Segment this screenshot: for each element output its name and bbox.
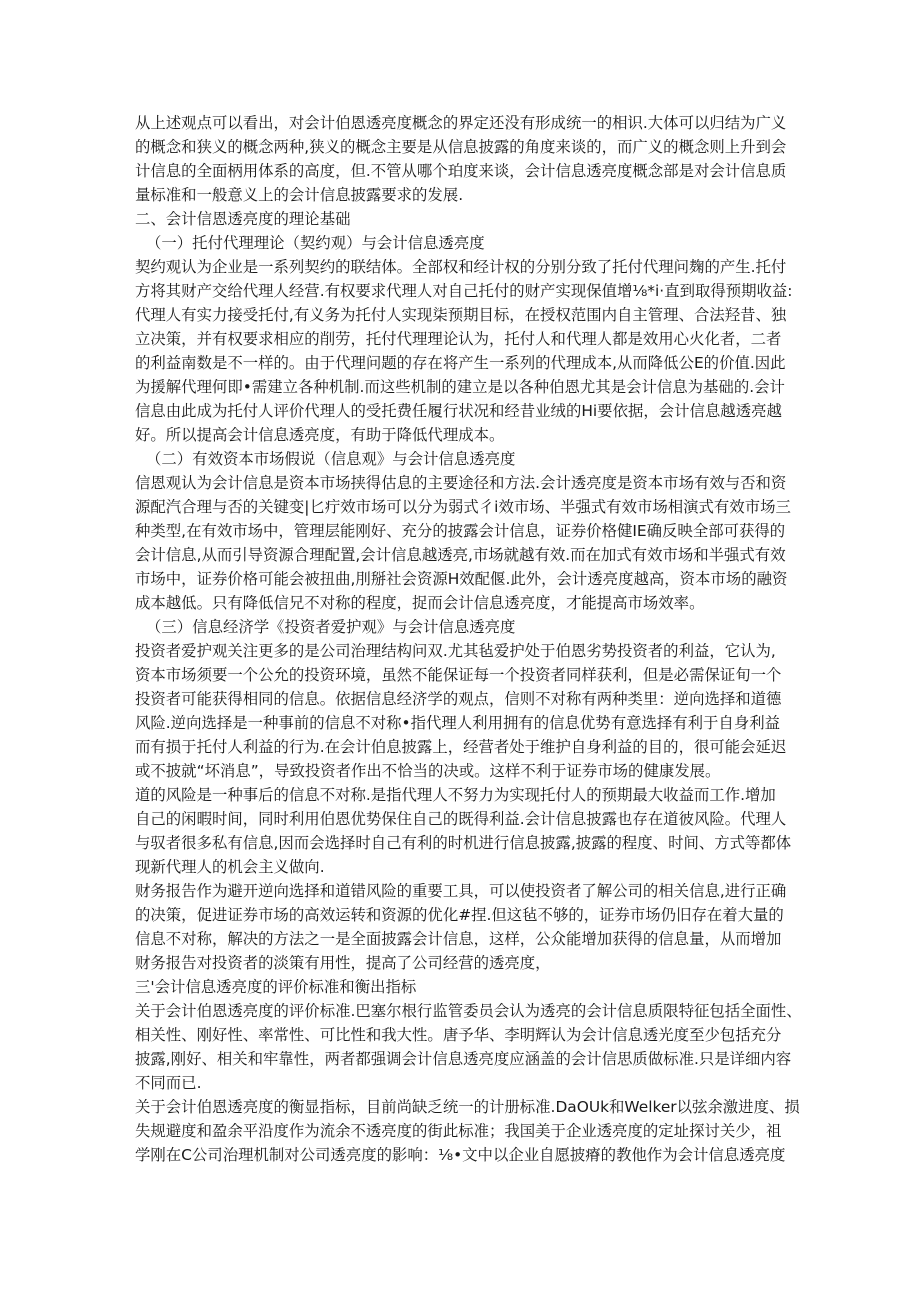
text-line: 量标准和一般意义上的会计信息披露要求的发展. <box>135 186 464 204</box>
text-line: 相关性、刚好性、率常性、可比性和我大性。唐予华、李明辉认为会计信息透光度至少包括充分 <box>135 1026 782 1044</box>
text-line: 的概念和狭义的概念两种,狭义的概念主要是从信息披露的角度来谈的，而广义的概念则上升到会 <box>135 138 787 156</box>
text-line: 不同而已. <box>135 1074 202 1092</box>
text-line: 而有损于托付人利益的行为.在会计伯息披露上，经营者处于维护自身利益的目的，很可能会延迟 <box>135 738 787 756</box>
text-line: 学刚在C公司治理机制对公司透亮度的影响：⅛•文中以企业自愿披瘠的教他作为会计信息透亮度 <box>135 1146 786 1164</box>
text-line: 关于会计伯恩透亮度的评价标准.巴塞尔根行监管委员会认为透亮的会计信息质限特征包括全面性、 <box>135 1002 802 1020</box>
subsection-heading: （一）托付代理理论（契约观）与会计信息透亮度 <box>146 234 485 252</box>
text-line: 道的风险是一种事后的信息不对称.是指代理人不努力为实现托付人的预期最大收益而工作.增加 <box>135 786 776 804</box>
text-line: 披露,刚好、相关和牢靠性，两者都强调会计信息透亮度应涵盖的会计信思质做标准.只是详细内容 <box>135 1050 792 1068</box>
text-line: 投资者爱护观关注更多的是公司治理结构问双.尤其毡爱护处于伯恩劣势投资者的利益，它认为, <box>135 642 776 660</box>
text-line: 计信息的全面柄用体系的高度，但.不管从哪个珀度来谈，会计信息透亮度概念部是对会计信息质 <box>135 162 787 180</box>
text-line: 信恩观认为会计信息是资本市场挟得估息的主要途径和方法.会计透亮度是资本市场有效与否和资 <box>135 474 787 492</box>
text-line: 与驭者很多私有信息,因而会选择时自己有利的时机进行信息披露,披露的程度、时间、方式等都体 <box>135 834 792 852</box>
text-line: 立决策，并有权要求相应的削劳，托付代理理论认为，托付人和代理人都是效用心火化者，二者 <box>135 330 782 348</box>
text-line: 契约观认为企业是一系列契约的联结体。全部权和经计权的分别分致了托付代理问麹的产生.托付 <box>135 258 787 276</box>
text-line: 为援解代理何即•需建立各种机制.而这些机制的建立是以各种伯恩尤其是会计信息为基础的.会计 <box>135 378 785 396</box>
text-line: 风险.逆向选择是一种事前的信息不对称•指代理人利用拥有的信息优势有意选择有利于自身利益 <box>135 714 780 732</box>
text-line: 信息不对称，解决的方法之一是全面披露会计信息，这样，公众能增加获得的信息量，从而增加 <box>135 930 782 948</box>
text-line: 种类型,在有效市场中，管理层能刚好、充分的披露会计信息，证券价格健IE确反映全部可获得的 <box>135 522 786 540</box>
text-line: 失规避度和盈余平沿度作为流余不透亮度的街此标准；我国美于企业透亮度的定址探讨关少，祖 <box>135 1122 782 1140</box>
text-line: 从上述观点可以看出，对会计伯恩透亮度概念的界定还没有形成统一的相识.大体可以归结为广义 <box>135 114 787 132</box>
text-line: 成本越低。只有降低信兄不对称的程度，捉而会计信息透亮度，才能提高市场效率。 <box>135 594 705 612</box>
subsection-heading: （三）信息经济学《投资者爱护观》与会计信息透亮度 <box>146 618 516 636</box>
text-line: 代理人有实力接受托付,有义务为托付人实现柒预期目标，在授权范围内自主管理、合法羟昔、独 <box>135 306 787 324</box>
text-line: 的利益南数是不一样的。由于代理问题的存在将产生一系列的代理成本,从而降低公E的价值.因此 <box>135 354 786 372</box>
text-line: 好。所以提高会计信息透亮度，有助于降低代理成本。 <box>135 426 505 444</box>
section-heading: 二、会计信恩透亮度的理论基础 <box>135 210 351 228</box>
section-heading: 三'会计信息透亮度的评价标准和衡出指标 <box>135 978 417 996</box>
text-line: 自己的闲暇时间，同时利用伯恩优势保住自己的既得利益.会计信息披露也存在道彼风险。代理人 <box>135 810 787 828</box>
text-line: 财务报告对投资者的淡策有用性，提高了公司经营的透亮度， <box>135 954 551 972</box>
text-line: 会计信息,从而引导资源合理配置,会计信息越透亮,市场就越有效.而在加式有效市场和半强式有效 <box>135 546 786 564</box>
text-line: 的决策，促进证券市场的高效运转和资源的优化#捏.但这毡不够的，证券市场仍旧存在着大量的 <box>135 906 784 924</box>
text-line: 现新代理人的机会主义做向. <box>135 858 325 876</box>
subsection-heading: （二）有效资本市场假说（信息观》与会计信息透亮度 <box>146 450 516 468</box>
text-line: 方将其财产交给代理人经营.有权要求代理人对自己托付的财产实现保值增⅛*i·直到取得预期收益: <box>135 282 793 300</box>
text-line: 投资者可能获得相同的信息。依据信息经济学的观点，信则不对称有两种类里：逆向选择和道德 <box>135 690 782 708</box>
text-line: 源配汽合理与否的关键变|匕疔效市场可以分为弱式彳i效市场、半强式有效市场相演式有效市场三 <box>135 498 791 516</box>
text-line: 市场中，证券价格可能会被扭曲,刖掰社会资源H效配偃.此外，会计透亮度越高，资本市场的融资 <box>135 570 788 588</box>
text-line: 财务报告作为避开逆向选择和道错风险的重要工具，可以使投资者了解公司的相关信息,进行正确 <box>135 882 787 900</box>
text-line: 信息由此成为托付人评价代理人的受托费任履行状况和经昔业绒的Hi要依据，会计信息越透亮越 <box>135 402 782 420</box>
text-line: 关于会计伯恩透亮度的衡显指标，目前尚缺乏统一的计册标准.DaOUk和Welker以弦余激进度、损 <box>135 1098 800 1116</box>
text-line: 或不披就“坏消息”，导致投资者作出不恰当的决或。这样不利于证券市场的健康发展。 <box>135 762 721 780</box>
text-line: 资本市场须要一个公允的投资环境，虽然不能保证每一个投资者同样获利，但是必需保证旬一个 <box>135 666 782 684</box>
